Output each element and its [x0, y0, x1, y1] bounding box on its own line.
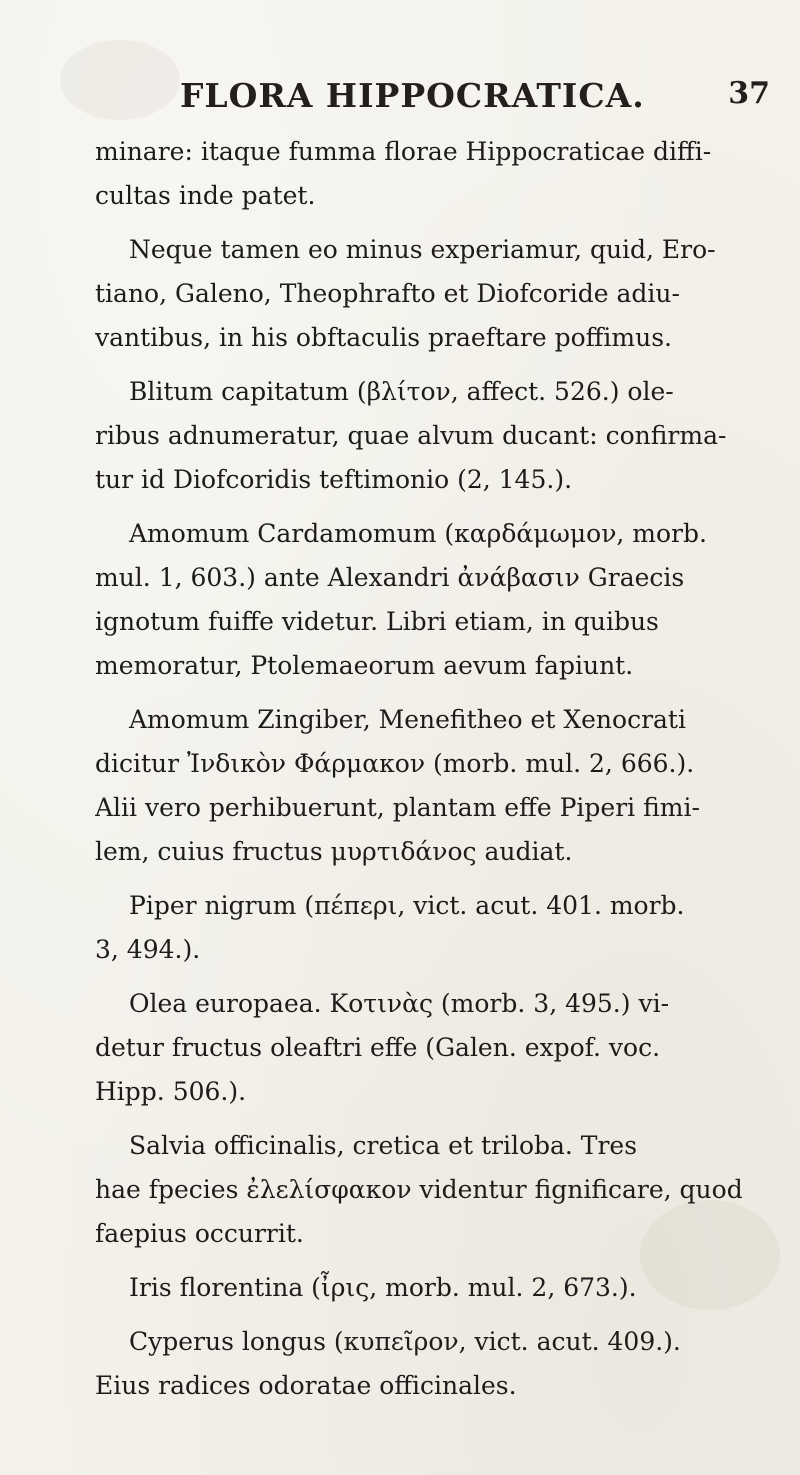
text-line: Eius radices odoratae officinales. — [95, 1371, 517, 1400]
text-line: tiano, Galeno, Theophrafto et Diofcoride adiu- — [95, 279, 680, 308]
text-line: hae fpecies ἐλελίσφακον videntur fignificare, quod — [95, 1175, 743, 1204]
text-line: vantibus, in his obftaculis praeftare poffimus. — [95, 323, 672, 352]
text-line: Amomum Zingiber, Menefitheo et Xenocrati — [129, 705, 686, 734]
text-line: Neque tamen eo minus experiamur, quid, Ero- — [129, 235, 716, 264]
text-line: Hipp. 506.). — [95, 1077, 247, 1106]
text-line: Cyperus longus (κυπεῖρον, vict. acut. 409.). — [129, 1327, 681, 1356]
text-line: Iris florentina (ἶρις, morb. mul. 2, 673.). — [129, 1273, 637, 1302]
text-line: ribus adnumeratur, quae alvum ducant: confirma- — [95, 421, 727, 450]
text-line: Alii vero perhibuerunt, plantam effe Piperi fimi- — [95, 793, 700, 822]
text-line: memoratur, Ptolemaeorum aevum fapiunt. — [95, 651, 634, 680]
text-line: mul. 1, 603.) ante Alexandri ἀνάβασιν Graecis — [95, 563, 685, 592]
text-line: 3, 494.). — [95, 935, 201, 964]
text-line: minare: itaque fumma florae Hippocraticae diffi- — [95, 137, 712, 166]
text-line: lem, cuius fructus μυρτιδάνος audiat. — [95, 837, 573, 866]
text-line: Amomum Cardamomum (καρδάμωμον, morb. — [129, 519, 707, 548]
text-line: cultas inde patet. — [95, 181, 316, 210]
text-line: faepius occurrit. — [95, 1219, 304, 1248]
body-text — [95, 130, 765, 1408]
text-line: dicitur Ἰνδικὸν Φάρμακον (morb. mul. 2, 666.). — [95, 749, 695, 778]
text-line: Salvia officinalis, cretica et triloba. Tres — [129, 1131, 638, 1160]
text-line: Blitum capitatum (βλίτον, affect. 526.) ole- — [129, 377, 674, 406]
page-header — [80, 68, 770, 118]
page-number: 37 — [728, 76, 770, 111]
text-line: ignotum fuiffe videtur. Libri etiam, in quibus — [95, 607, 659, 636]
running-title: FLORA HIPPOCRATICA. — [180, 76, 645, 115]
text-line: Olea europaea. Κοτινὰς (morb. 3, 495.) vi- — [129, 989, 670, 1018]
text-line: tur id Diofcoridis teftimonio (2, 145.). — [95, 465, 573, 494]
text-line: detur fructus oleaftri effe (Galen. expof. voc. — [95, 1033, 661, 1062]
text-line: Piper nigrum (πέπερι, vict. acut. 401. morb. — [129, 891, 685, 920]
